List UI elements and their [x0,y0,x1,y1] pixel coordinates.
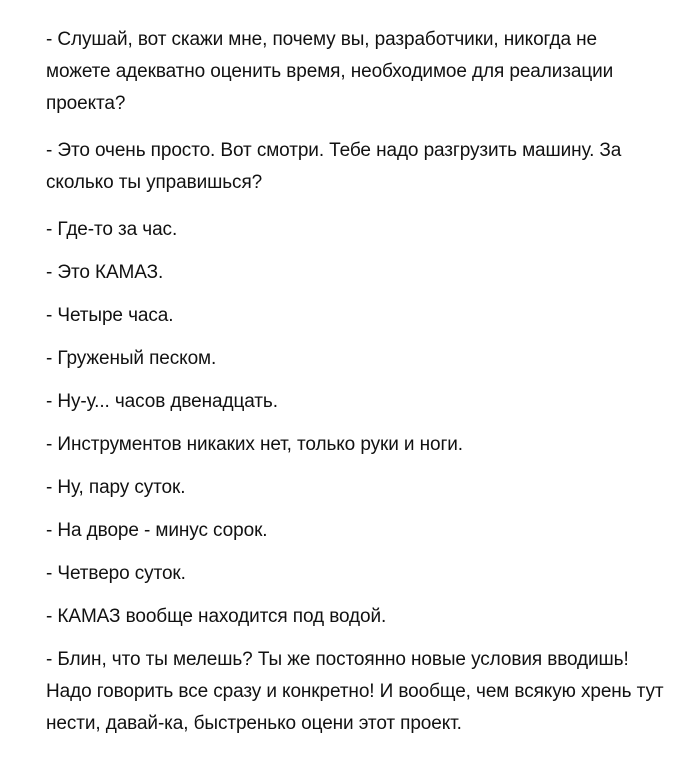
dialogue-line-6: - Груженый песком. [46,348,217,369]
dialogue-line-1: - Слушай, вот скажи мне, почему вы, разработчики, никогда не можете адекватно оценить время, необходимое для реализации проекта? [46,29,614,114]
dialogue-line-11: - Четверо суток. [46,563,186,584]
dialogue-line-7: - Ну-у... часов двенадцать. [46,391,278,412]
dialogue-line-4: - Это КАМАЗ. [46,262,164,283]
dialogue-line-9: - Ну, пару суток. [46,477,186,498]
dialogue-line-5: - Четыре часа. [46,305,174,326]
dialogue-line-13: - Блин, что ты мелешь? Ты же постоянно новые условия вводишь! Надо говорить все сразу и конкретно! И вообще, чем всякую хрень тут нести, давай-ка, быстренько оцени этот проект. [46,649,664,734]
dialogue-line-10: - На дворе - минус сорок. [46,520,268,541]
dialogue-line-2: - Это очень просто. Вот смотри. Тебе надо разгрузить машину. За сколько ты управишься? [46,140,622,193]
dialogue-line-8: - Инструментов никаких нет, только руки и ноги. [46,434,463,455]
dialogue-line-3: - Где-то за час. [46,219,178,240]
dialogue-line-12: - КАМАЗ вообще находится под водой. [46,606,387,627]
